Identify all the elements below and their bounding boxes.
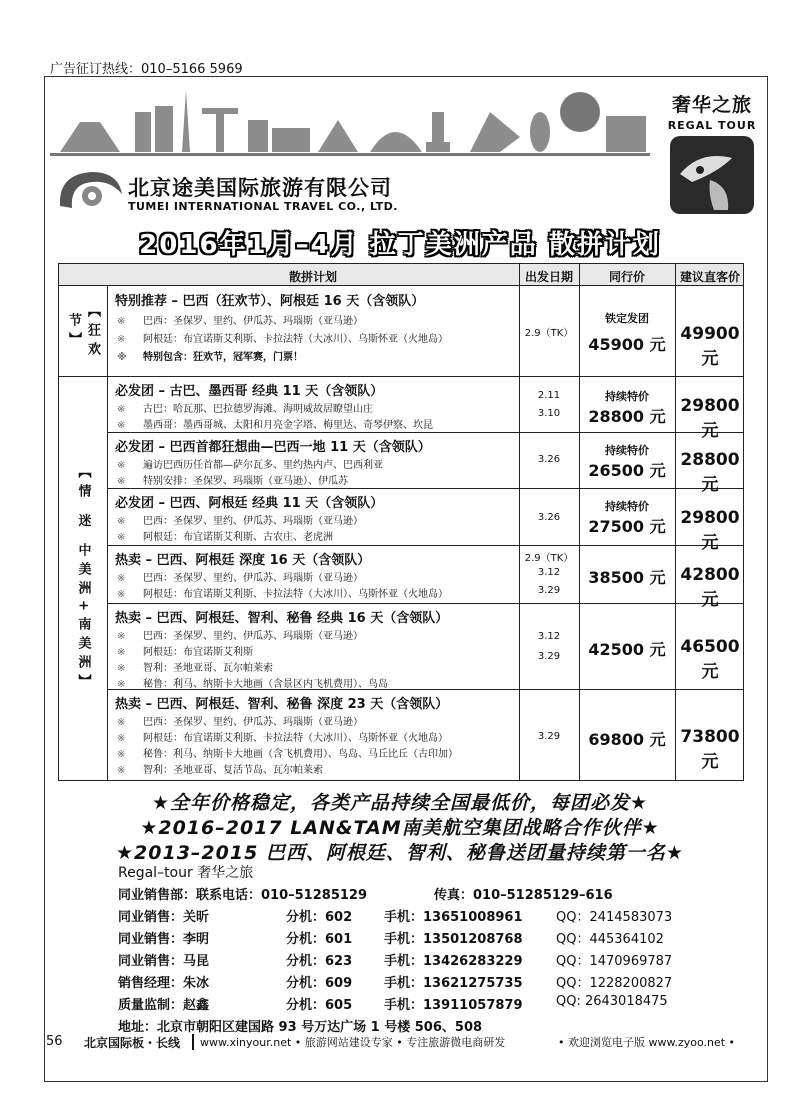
peer-price: 持续特价 28800 元: [588, 390, 666, 426]
route-detail: ※ 阿根廷：布宜诺斯艾利斯、卡拉法特（大冰川）、乌斯怀亚（火地岛）: [117, 589, 448, 600]
retail-price: 29800 元: [680, 396, 740, 441]
route-detail: ※ 巴西：圣保罗、里约、伊瓜苏、玛瑙斯（亚马逊）: [117, 717, 363, 728]
retail-price: 42800 元: [680, 565, 740, 610]
route-title: 热卖 – 巴西、阿根廷 深度 16 天（含领队）: [115, 553, 371, 568]
contact-row: 同业销售：关昕 分机：602 手机：13651008961 QQ：2414583073: [118, 910, 673, 925]
table-row: 热卖 – 巴西、阿根廷、智利、秘鲁 深度 23 天（含领队） ※ 巴西：圣保罗、里约、伊瓜苏、玛瑙斯（亚马逊） ※ 阿根廷：布宜诺斯艾利斯、卡拉法特（大冰川）、乌斯怀亚（火地岛） ※ 秘鲁：利马、纳斯卡大地画（含飞机费用）、鸟岛、马丘比丘（古印加） ※ 智利：圣地亚哥、复活节岛、瓦尔帕莱索 3.29 69800 元 73800 元: [107, 691, 745, 780]
header-peer-price: 同行价: [608, 270, 645, 284]
retail-price: 46500 元: [680, 637, 740, 682]
header-date: 出发日期: [524, 270, 573, 284]
route-detail: ※ 巴西：圣保罗、里约、伊瓜苏、玛瑙斯（亚马逊）: [117, 631, 363, 642]
route-detail: ※ 特别安排：圣保罗、玛瑙斯（亚马逊）、伊瓜苏: [117, 476, 348, 487]
route-detail: ※ 阿根廷：布宜诺斯艾利斯、古农庄、老虎洲: [117, 532, 333, 543]
route-detail: ※ 智利：圣地亚哥、复活节岛、瓦尔帕莱索: [117, 765, 323, 776]
route-title: 必发团 – 巴西、阿根廷 经典 11 天（含领队）: [115, 496, 384, 511]
section-label: 北京国际板・长线: [84, 1036, 181, 1050]
table-row: 必发团 – 古巴、墨西哥 经典 11 天（含领队） ※ 古巴：哈瓦那、巴拉德罗海滩、海明威故居瞭望山庄 ※ 墨西哥：墨西哥城、太阳和月亮金字塔、梅里达、奇琴伊察、坎昆 2.11 3.10 持续特价 28800 元 29800 元: [107, 378, 745, 432]
group-carnival: 【狂欢节】: [66, 303, 100, 361]
page-number: 56: [46, 1034, 63, 1049]
table-row: 热卖 – 巴西、阿根廷 深度 16 天（含领队） ※ 巴西：圣保罗、里约、伊瓜苏、玛瑙斯（亚马逊） ※ 阿根廷：布宜诺斯艾利斯、卡拉法特（大冰川）、乌斯怀亚（火地岛） 2.9（TK） 3.12 3.29 38500 元 42800 元: [107, 547, 745, 603]
table-row: 必发团 – 巴西首都狂想曲—巴西一地 11 天（含领队） ※ 遍访巴西历任首都—萨尔瓦多、里约热内卢、巴西利亚 ※ 特别安排：圣保罗、玛瑙斯（亚马逊）、伊瓜苏 3.26 持续特价 26500 元 28800 元: [107, 434, 745, 488]
route-detail: ※ 遍访巴西历任首都—萨尔瓦多、里约热内卢、巴西利亚: [117, 460, 383, 471]
contact-row: 同业销售：李明 分机：601 手机：13501208768 QQ：445364102: [118, 932, 664, 947]
route-detail: ※ 阿根廷：布宜诺斯艾利斯、卡拉法特（大冰川）、乌斯怀亚（火地岛）: [117, 733, 448, 744]
route-detail: ※ 墨西哥：墨西哥城、太阳和月亮金字塔、梅里达、奇琴伊察、坎昆: [117, 420, 433, 431]
retail-price: 29800 元: [680, 508, 740, 553]
route-title: 热卖 – 巴西、阿根廷、智利、秘鲁 深度 23 天（含领队）: [115, 697, 449, 712]
toucan-logo-icon: [670, 136, 754, 214]
company-name-cn: 北京途美国际旅游有限公司: [128, 176, 392, 200]
regal-tour-brand: [662, 90, 762, 208]
contact-row: 销售经理：朱冰 分机：609 手机：13621275735 QQ：1228200827: [118, 976, 673, 991]
peer-price: 42500 元: [588, 640, 666, 659]
footer-right: • 欢迎浏览电子版 www.zyoo.net •: [558, 1036, 736, 1049]
promo-line: ★2013–2015 巴西、阿根廷、智利、秘鲁送团量持续第一名★: [116, 842, 684, 864]
retail-price: 49900 元: [680, 324, 740, 369]
tumei-logo-icon: [52, 166, 124, 216]
address: 地址：北京市朝阳区建国路 93 号万达广场 1 号楼 506、508: [118, 1020, 483, 1035]
company-header: [52, 166, 472, 218]
retail-price: 73800 元: [680, 727, 740, 772]
brand-name-cn: 奢华之旅: [671, 94, 752, 116]
landmarks-illustration: [50, 82, 650, 156]
route-detail: ※ 秘鲁：利马、纳斯卡大地画（含飞机费用）、鸟岛、马丘比丘（古印加）: [117, 749, 458, 760]
contact-heading: Regal–tour 奢华之旅: [118, 865, 254, 881]
route-title: 必发团 – 古巴、墨西哥 经典 11 天（含领队）: [115, 384, 384, 399]
table-row: 热卖 – 巴西、阿根廷、智利、秘鲁 经典 16 天（含领队） ※ 巴西：圣保罗、里约、伊瓜苏、玛瑙斯（亚马逊） ※ 阿根廷：布宜诺斯艾利斯 ※ 智利：圣地亚哥、瓦尔帕莱索 ※ 秘鲁：利马、纳斯卡大地画（含景区内飞机费用）、鸟岛 3.12 3.29 42500 元 46500 元: [107, 605, 745, 689]
route-detail: ※ 阿根廷：布宜诺斯艾利斯: [117, 647, 253, 658]
peer-price: 持续特价 27500 元: [588, 500, 666, 536]
table-row: 特别推荐 – 巴西（狂欢节）、阿根廷 16 天（含领队） ※ 巴西：圣保罗、里约、伊瓜苏、玛瑙斯（亚马逊） ※ 阿根廷：布宜诺斯艾利斯、卡拉法特（大冰川）、乌斯怀亚（火地岛） ※ 特别包含：狂欢节，冠军赛，门票！ 2.9（TK） 铁定发团 45900 元 49900 元: [107, 288, 745, 376]
header-plan: 散拼计划: [288, 270, 337, 284]
route-detail: ※ 阿根廷：布宜诺斯艾利斯、卡拉法特（大冰川）、乌斯怀亚（火地岛）: [117, 334, 448, 345]
contact-row: 同业销售：马昆 分机：623 手机：13426283229 QQ：1470969787: [118, 954, 673, 969]
peer-price: 38500 元: [588, 568, 666, 587]
table-row: 必发团 – 巴西、阿根廷 经典 11 天（含领队） ※ 巴西：圣保罗、里约、伊瓜苏、玛瑙斯（亚马逊） ※ 阿根廷：布宜诺斯艾利斯、古农庄、老虎洲 3.26 持续特价 27500 元 29800 元: [107, 490, 745, 545]
landmarks-banner: [50, 82, 650, 156]
peer-price: 铁定发团 45900 元: [588, 312, 666, 354]
dept-phone: 同业销售部：联系电话：010–51285129: [118, 888, 367, 903]
promo-line: ★全年价格稳定，各类产品持续全国最低价，每团必发★: [151, 792, 649, 814]
group-passion: 【情 迷 中美洲+南美洲】: [75, 465, 91, 693]
route-detail: ※ 古巴：哈瓦那、巴拉德罗海滩、海明威故居瞭望山庄: [117, 404, 373, 415]
route-title: 特别推荐 – 巴西（狂欢节）、阿根廷 16 天（含领队）: [115, 294, 425, 309]
route-detail: ※ 巴西：圣保罗、里约、伊瓜苏、玛瑙斯（亚马逊）: [117, 573, 363, 584]
peer-price: 69800 元: [588, 730, 666, 749]
peer-price: 持续特价 26500 元: [588, 444, 666, 480]
footer-left: www.xinyour.net • 旅游网站建设专家 • 专注旅游微电商研发: [192, 1034, 505, 1050]
route-detail: ※ 特别包含：狂欢节，冠军赛，门票！: [117, 352, 303, 363]
route-title: 热卖 – 巴西、阿根廷、智利、秘鲁 经典 16 天（含领队）: [115, 611, 449, 626]
route-detail: ※ 巴西：圣保罗、里约、伊瓜苏、玛瑙斯（亚马逊）: [117, 316, 363, 327]
company-name-en: TUMEI INTERNATIONAL TRAVEL CO., LTD.: [128, 200, 398, 213]
route-detail: ※ 巴西：圣保罗、里约、伊瓜苏、玛瑙斯（亚马逊）: [117, 516, 363, 527]
route-detail: ※ 秘鲁：利马、纳斯卡大地画（含景区内飞机费用）、鸟岛: [117, 679, 388, 690]
plan-title: 2016年1月–4月 拉丁美洲产品 散拼计划: [139, 230, 661, 260]
fax: 传真：010–51285129–616: [434, 888, 613, 903]
route-detail: ※ 智利：圣地亚哥、瓦尔帕莱索: [117, 663, 273, 674]
table-header: [59, 264, 743, 286]
brand-name-en: REGAL TOUR: [667, 119, 757, 132]
tour-table: [58, 263, 744, 781]
route-title: 必发团 – 巴西首都狂想曲—巴西一地 11 天（含领队）: [115, 440, 431, 455]
header-retail-price: 建议直客价: [679, 270, 740, 284]
retail-price: 28800 元: [680, 450, 740, 495]
promo-line: ★2016–2017 LAN&TAM南美航空集团战略合作伙伴★: [140, 817, 660, 839]
contact-row: 质量监制：赵鑫 分机：605 手机：13911057879 QQ: 2643018475: [118, 994, 668, 1013]
hotline: 广告征订热线：010–5166 5969: [50, 62, 243, 77]
dept-line: [118, 884, 738, 904]
